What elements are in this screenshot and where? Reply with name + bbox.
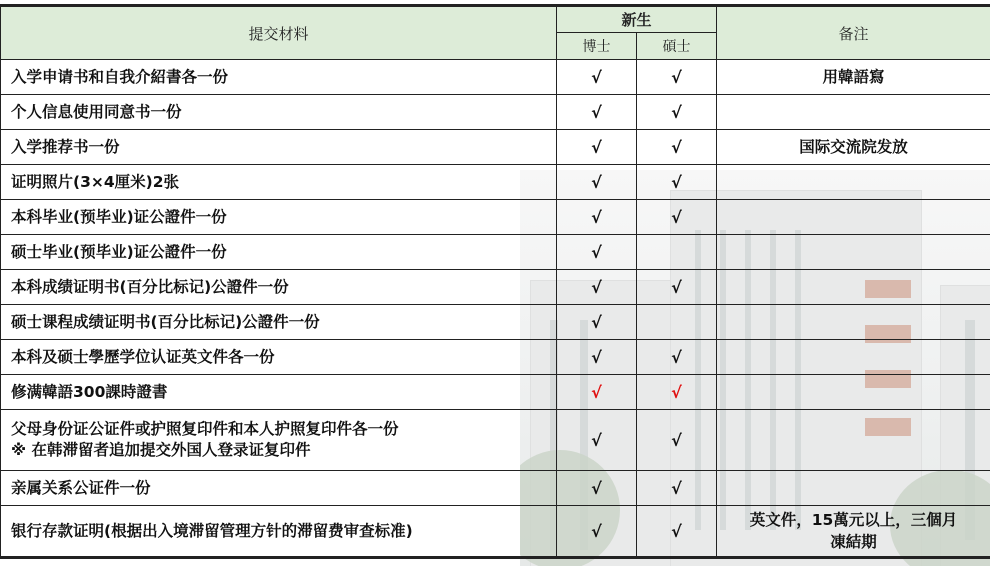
phd-check: √	[557, 235, 637, 270]
material-name: 银行存款证明(根据出入境滞留管理方针的滞留费审查标准)	[1, 506, 557, 558]
master-check: √	[637, 130, 717, 165]
phd-check: √	[557, 471, 637, 506]
material-name-line1: 父母身份证公证件或护照复印件和本人护照复印件各一份	[11, 420, 399, 438]
master-check: √	[637, 200, 717, 235]
table-row	[1, 165, 990, 200]
table-row	[1, 235, 990, 270]
table-row	[1, 340, 990, 375]
note-cell	[717, 270, 990, 305]
note-cell	[717, 305, 990, 340]
phd-check: √	[557, 506, 637, 558]
material-name: 入学推荐书一份	[1, 130, 557, 165]
master-check: √	[637, 410, 717, 471]
master-check	[637, 305, 717, 340]
phd-check: √	[557, 165, 637, 200]
phd-check: √	[557, 410, 637, 471]
master-check: √	[637, 165, 717, 200]
note-cell	[717, 506, 990, 558]
note-line2: 凍結期	[830, 533, 877, 551]
table-row	[1, 305, 990, 340]
note-cell	[717, 410, 990, 471]
material-name: 证明照片(3×4厘米)2张	[1, 165, 557, 200]
phd-check: √	[557, 270, 637, 305]
header-phd: 博士	[557, 33, 637, 60]
table-row	[1, 506, 990, 558]
table-row	[1, 375, 990, 410]
table-row	[1, 200, 990, 235]
note-cell	[717, 471, 990, 506]
note-cell	[717, 200, 990, 235]
note-cell	[717, 235, 990, 270]
master-check	[637, 235, 717, 270]
material-name-line2: ※ 在韩滞留者追加提交外国人登录证复印件	[11, 441, 311, 459]
master-check: √	[637, 95, 717, 130]
header-master: 碩士	[637, 33, 717, 60]
material-name: 本科及硕士學歷学位认证英文件各一份	[1, 340, 557, 375]
note-cell: 用韓語寫	[717, 60, 990, 95]
note-cell	[717, 375, 990, 410]
material-name: 本科毕业(预毕业)证公證件一份	[1, 200, 557, 235]
submission-requirements-table	[0, 4, 990, 559]
phd-check: √	[557, 95, 637, 130]
material-name: 入学申请书和自我介紹書各一份	[1, 60, 557, 95]
table-row	[1, 130, 990, 165]
material-name: 硕士毕业(预毕业)证公證件一份	[1, 235, 557, 270]
table-row	[1, 60, 990, 95]
note-cell	[717, 165, 990, 200]
master-check-highlighted: √	[637, 375, 717, 410]
note-cell	[717, 95, 990, 130]
header-note: 备注	[717, 6, 990, 60]
master-check: √	[637, 506, 717, 558]
phd-check: √	[557, 200, 637, 235]
material-name: 亲属关系公证件一份	[1, 471, 557, 506]
table-row	[1, 95, 990, 130]
material-name: 修满韓語300課時證書	[1, 375, 557, 410]
table-row	[1, 410, 990, 471]
header-material: 提交材料	[1, 6, 557, 60]
table-row	[1, 270, 990, 305]
master-check: √	[637, 270, 717, 305]
phd-check: √	[557, 60, 637, 95]
note-line1: 英文件，15萬元以上，三個月	[749, 511, 958, 529]
phd-check: √	[557, 340, 637, 375]
phd-check: √	[557, 305, 637, 340]
note-cell: 国际交流院发放	[717, 130, 990, 165]
master-check: √	[637, 60, 717, 95]
master-check: √	[637, 340, 717, 375]
table-row	[1, 471, 990, 506]
material-name	[1, 410, 557, 471]
note-cell	[717, 340, 990, 375]
material-name: 个人信息使用同意书一份	[1, 95, 557, 130]
header-new-students: 新生	[557, 6, 717, 33]
master-check: √	[637, 471, 717, 506]
phd-check: √	[557, 130, 637, 165]
phd-check-highlighted: √	[557, 375, 637, 410]
material-name: 本科成绩证明书(百分比标记)公證件一份	[1, 270, 557, 305]
material-name: 硕士课程成绩证明书(百分比标记)公證件一份	[1, 305, 557, 340]
